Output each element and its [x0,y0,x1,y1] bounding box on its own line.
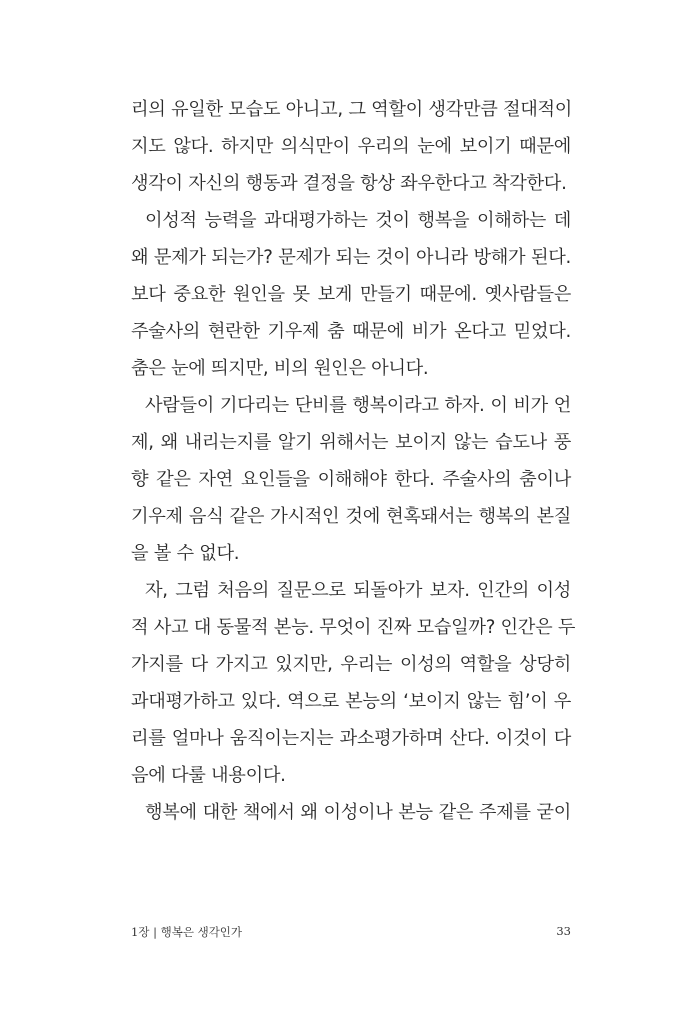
text-line: 왜 문제가 되는가? 문제가 되는 것이 아니라 방해가 된다. [131,247,571,268]
running-footer-chapter: 1장 | 행복은 생각인가 [131,925,243,939]
body-text [131,95,576,835]
text-line: 지도 않다. 하지만 의식만이 우리의 눈에 보이기 때문에 [131,136,571,157]
text-line: 사람들이 기다리는 단비를 행복이라고 하자. 이 비가 언 [145,395,571,416]
text-line: 주술사의 현란한 기우제 춤 때문에 비가 온다고 믿었다. [131,321,571,342]
text-line: 음에 다룰 내용이다. [131,765,286,786]
text-line: 리의 유일한 모습도 아니고, 그 역할이 생각만큼 절대적이 [131,99,573,120]
text-line: 을 볼 수 없다. [131,543,240,564]
text-line: 행복에 대한 책에서 왜 이성이나 본능 같은 주제를 굳이 [145,802,571,823]
text-line: 제, 왜 내리는지를 알기 위해서는 보이지 않는 습도나 풍 [131,432,571,453]
text-line: 향 같은 자연 요인들을 이해해야 한다. 주술사의 춤이나 [131,469,571,490]
text-line: 이성적 능력을 과대평가하는 것이 행복을 이해하는 데 [145,210,571,231]
text-line: 가지를 다 가지고 있지만, 우리는 이성의 역할을 상당히 [131,654,571,675]
text-line: 과대평가하고 있다. 역으로 본능의 ‘보이지 않는 힘’이 우 [131,691,571,712]
text-line: 리를 얼마나 움직이는지는 과소평가하며 산다. 이것이 다 [131,728,571,749]
text-line: 보다 중요한 원인을 못 보게 만들기 때문에. 옛사람들은 [131,284,571,305]
text-line: 자, 그럼 처음의 질문으로 되돌아가 보자. 인간의 이성 [145,580,571,601]
page-footer [131,924,571,942]
page-number: 33 [556,924,571,938]
text-line: 적 사고 대 동물적 본능. 무엇이 진짜 모습일까? 인간은 두 [131,617,576,638]
text-line: 생각이 자신의 행동과 결정을 항상 좌우한다고 착각한다. [131,173,567,194]
text-line: 춤은 눈에 띄지만, 비의 원인은 아니다. [131,358,429,379]
text-line: 기우제 음식 같은 가시적인 것에 현혹돼서는 행복의 본질 [131,506,571,527]
